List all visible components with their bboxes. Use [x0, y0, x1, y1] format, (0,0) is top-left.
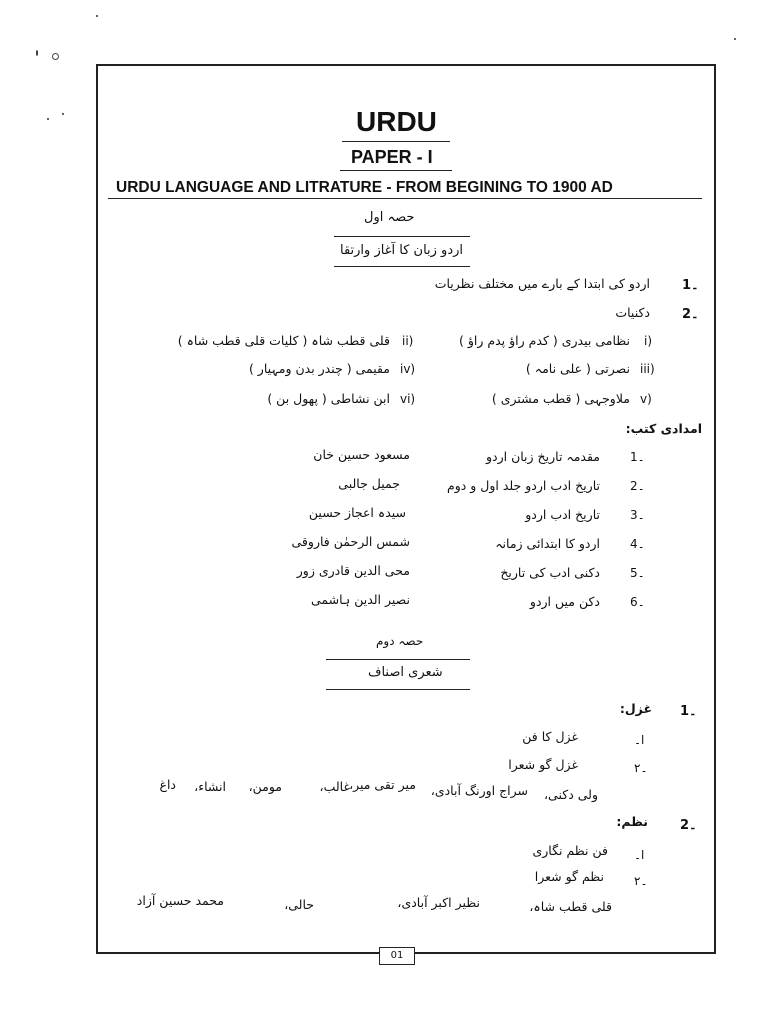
part2-subheading-rule [326, 689, 470, 690]
book-1-author: مسعود حسین خان [313, 447, 410, 462]
book-3-author: سیدہ اعجاز حسین [308, 505, 406, 520]
dakni-item-ii-number: ii) [402, 334, 414, 348]
part1-heading-rule [334, 236, 470, 237]
ghazal-item-1-text: غزل کا فن [522, 729, 578, 744]
scan-speck [62, 113, 64, 115]
ghazal-poet: مومن، [248, 779, 282, 794]
part2-subheading: شعری اصناف [368, 665, 443, 680]
nazm-item-2-text: نظم گو شعرا [534, 869, 604, 884]
topic-2-number: 2۔ [682, 307, 699, 322]
book-2-title: تاریخ ادب اردو جلد اول و دوم [446, 478, 600, 493]
scan-speck [52, 53, 59, 60]
book-1-number: 1۔ [630, 450, 645, 464]
ghazal-number: 1۔ [680, 704, 697, 719]
part1-heading: حصہ اول [364, 210, 415, 225]
paper-underline [340, 170, 452, 171]
book-1-title: مقدمہ تاریخ زبان اردو [485, 449, 600, 464]
nazm-label: نظم: [616, 814, 648, 829]
dakni-item-iii-number: iii) [640, 362, 655, 376]
ghazal-item-2-number: ۲۔ [634, 761, 648, 775]
scan-speck [47, 118, 49, 120]
dakni-item-v-text: ملاوجہی ( قطب مشتری ) [491, 391, 630, 406]
subject-title: URDU [356, 106, 437, 137]
nazm-poet: محمد حسین آزاد [136, 893, 224, 908]
nazm-poet: حالی، [284, 897, 314, 912]
scan-speck [96, 15, 98, 17]
ghazal-poet: سراج اورنگ آبادی، [430, 783, 528, 798]
dakni-item-vi-number: vi) [400, 392, 416, 406]
topic-1-text: اردو کی ابتدا کے بارے میں مختلف نظریات [434, 276, 650, 291]
dakni-item-iv-number: iv) [400, 362, 416, 376]
nazm-number: 2۔ [680, 818, 697, 833]
dakni-item-vi-text: ابن نشاطی ( پھول بن ) [267, 391, 390, 406]
dakni-item-i-text: نظامی بیدری ( کدم راؤ پدم راؤ ) [459, 333, 630, 348]
part1-subheading: اردو زبان کا آغاز وارتقا [340, 243, 464, 258]
book-5-title: دکنی ادب کی تاریخ [500, 565, 600, 580]
book-3-title: تاریخ ادب اردو [525, 507, 600, 522]
course-underline [108, 198, 702, 199]
ghazal-poet: ولی دکنی، [544, 787, 598, 802]
books-heading: امدادی کتب: [625, 421, 702, 436]
ghazal-poet: میر تقی میر، [349, 777, 416, 792]
dakni-item-v-number: v) [640, 392, 652, 406]
title-underline [342, 141, 450, 142]
nazm-poet: قلی قطب شاہ، [529, 899, 612, 914]
book-4-author: شمس الرحمٰن فاروقی [291, 534, 410, 549]
book-6-title: دکن میں اردو [529, 594, 600, 609]
book-2-number: 2۔ [630, 479, 645, 493]
topic-1-number: 1۔ [682, 278, 699, 293]
scan-speck [734, 38, 736, 40]
book-2-author: جمیل جالبی [338, 476, 400, 491]
scan-speck [36, 50, 38, 56]
ghazal-item-2-text: غزل گو شعرا [508, 757, 578, 772]
book-4-number: 4۔ [630, 537, 645, 551]
dakni-item-iv-text: مقیمی ( چندر بدن ومہیار ) [248, 361, 390, 376]
dakni-item-iii-text: نصرتی ( علی نامہ ) [525, 361, 630, 376]
dakni-item-i-number: i) [644, 334, 653, 348]
part2-heading: حصہ دوم [376, 634, 424, 648]
ghazal-poet: غالب، [319, 779, 350, 794]
book-6-number: 6۔ [630, 595, 645, 609]
paper-title: PAPER - I [351, 147, 433, 167]
nazm-poet: نظیر اکبر آبادی، [397, 895, 480, 910]
ghazal-poet: انشاء، [194, 779, 226, 794]
part1-subheading-rule [334, 266, 470, 267]
dakni-item-ii-text: قلی قطب شاہ ( کلیات قلی قطب شاہ ) [177, 333, 390, 348]
nazm-item-2-number: ۲۔ [634, 874, 648, 888]
book-3-number: 3۔ [630, 508, 645, 522]
nazm-item-1-text: فن نظم نگاری [532, 843, 608, 858]
topic-2-text: دکنیات [615, 305, 650, 320]
ghazal-label: غزل: [619, 701, 652, 716]
ghazal-item-1-number: ا۔ [634, 733, 645, 747]
nazm-item-1-number: ا۔ [634, 848, 645, 862]
book-5-number: 5۔ [630, 566, 645, 580]
page-number-box [379, 947, 415, 965]
course-title: URDU LANGUAGE AND LITRATURE - FROM BEGINING TO 1900 AD [116, 179, 613, 196]
book-5-author: محی الدین قادری زور [296, 563, 410, 578]
ghazal-poet: داغ [159, 777, 176, 792]
book-4-title: اردو کا ابتدائی زمانہ [495, 536, 600, 551]
part2-heading-rule [326, 659, 470, 660]
page-number: 01 [390, 950, 404, 961]
book-6-author: نصیر الدین ہاشمی [310, 592, 410, 607]
